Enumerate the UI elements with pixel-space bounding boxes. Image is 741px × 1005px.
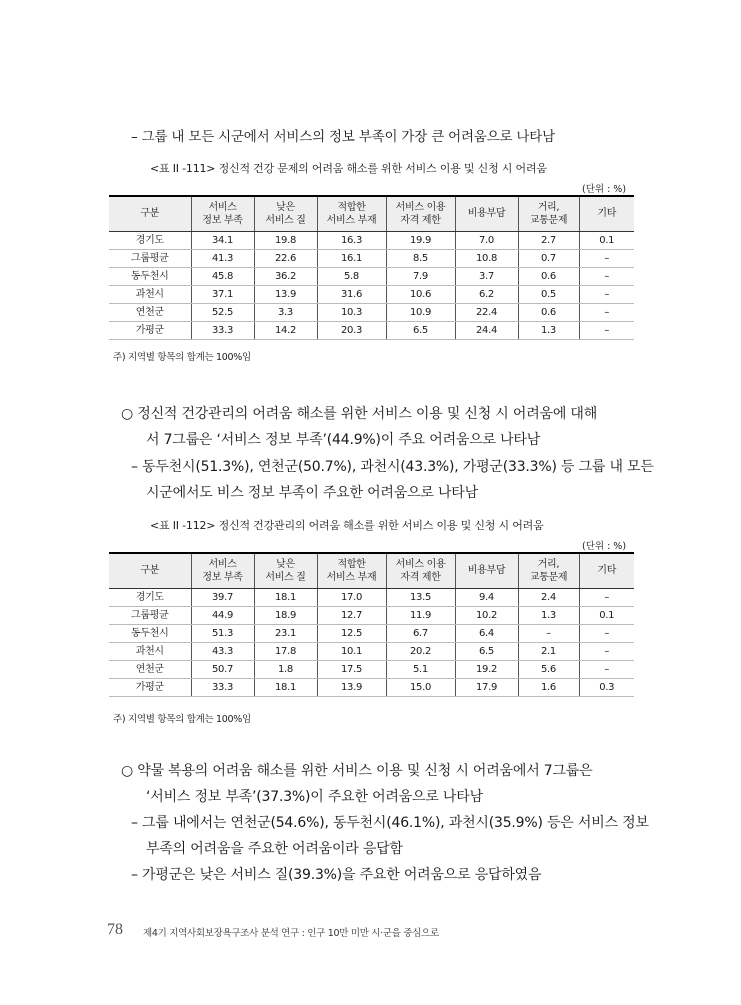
value-cell: 2.4 [518,588,579,606]
section3-line-5: – 가평군은 낮은 서비스 질(39.3%)을 주요한 어려움으로 응답하였음 [131,867,542,883]
value-cell: 20.3 [317,321,386,339]
value-cell: 51.3 [191,624,254,642]
table2-header-row [109,553,634,588]
value-cell: 13.9 [317,678,386,696]
value-cell: 44.9 [191,606,254,624]
value-cell: 0.1 [579,606,634,624]
value-cell: – [579,267,634,285]
table2-header-cell [191,553,254,588]
table1-header-text: 구분 [140,208,160,220]
table1-header-text: 서비스 [208,201,237,213]
table2-header-text: 자격 제한 [400,571,441,583]
table-row [109,249,634,267]
value-cell: 13.5 [386,588,455,606]
section2-line-1: ○ 정신적 건강관리의 어려움 해소를 위한 서비스 이용 및 신청 시 어려움에 대해 [121,406,598,422]
value-cell: 16.1 [317,249,386,267]
table2-header-text: 낮은 [276,558,295,570]
table2-note: 주) 지역별 항목의 합계는 100%임 [113,714,251,725]
value-cell: 5.8 [317,267,386,285]
table1 [109,195,634,340]
value-cell: 10.3 [317,303,386,321]
table-row [109,321,634,339]
value-cell: 13.9 [254,285,317,303]
table1-header-cell [109,196,191,231]
value-cell: 33.3 [191,321,254,339]
value-cell: 1.3 [518,606,579,624]
table2-header-text: 교통문제 [529,571,568,583]
value-cell: 19.9 [386,231,455,249]
table1-header-text: 교통문제 [529,214,568,226]
table2-header-cell [455,553,518,588]
value-cell: 0.6 [518,303,579,321]
value-cell: 22.4 [455,303,518,321]
value-cell: 6.2 [455,285,518,303]
value-cell: 31.6 [317,285,386,303]
value-cell: 17.8 [254,642,317,660]
table-row [109,678,634,696]
table1-header-text: 거리, [537,201,560,213]
table1-header-text: 자격 제한 [400,214,441,226]
table2-header-cell [254,553,317,588]
value-cell: 12.7 [317,606,386,624]
value-cell: 39.7 [191,588,254,606]
value-cell: 18.9 [254,606,317,624]
value-cell: – [579,321,634,339]
value-cell: 20.2 [386,642,455,660]
value-cell: 33.3 [191,678,254,696]
value-cell: – [579,642,634,660]
table2-header-text: 기타 [597,565,617,577]
region-cell: 경기도 [109,231,191,249]
value-cell: 1.6 [518,678,579,696]
table-row [109,267,634,285]
value-cell: 16.3 [317,231,386,249]
value-cell: 19.8 [254,231,317,249]
table2-header-text: 거리, [537,558,560,570]
value-cell: 10.8 [455,249,518,267]
value-cell: 0.6 [518,267,579,285]
table1-header-text: 적합한 [337,201,366,213]
table1-header-cell [317,196,386,231]
value-cell: – [579,660,634,678]
value-cell: 1.3 [518,321,579,339]
region-cell: 과천시 [109,642,191,660]
region-cell: 동두천시 [109,267,191,285]
region-cell: 가평군 [109,321,191,339]
table-row [109,606,634,624]
table1-header-text: 서비스 부재 [326,214,377,226]
value-cell: 2.7 [518,231,579,249]
section3-line-2: ‘서비스 정보 부족’(37.3%)이 주요한 어려움으로 나타남 [146,789,483,805]
value-cell: 3.3 [254,303,317,321]
value-cell: 2.1 [518,642,579,660]
table2 [109,552,634,697]
table1-note: 주) 지역별 항목의 합계는 100%임 [113,352,251,363]
value-cell: 5.6 [518,660,579,678]
value-cell: – [518,624,579,642]
value-cell: 6.5 [455,642,518,660]
intro-bullet: – 그룹 내 모든 시군에서 서비스의 정보 부족이 가장 큰 어려움으로 나타남 [131,129,555,145]
table2-header-cell [579,553,634,588]
table1-header-text: 비용부담 [467,208,506,220]
table-row [109,231,634,249]
table2-header-text: 구분 [140,565,160,577]
value-cell: 0.1 [579,231,634,249]
value-cell: 8.5 [386,249,455,267]
table2-body [109,588,634,696]
value-cell: 0.5 [518,285,579,303]
value-cell: 36.2 [254,267,317,285]
section2-line-2: 서 7그룹은 ‘서비스 정보 부족’(44.9%)이 주요 어려움으로 나타남 [146,432,541,448]
region-cell: 연천군 [109,303,191,321]
value-cell: 17.5 [317,660,386,678]
table1-header-text: 정보 부족 [202,214,243,226]
table1-header-text: 낮은 [276,201,295,213]
value-cell: 24.4 [455,321,518,339]
value-cell: 14.2 [254,321,317,339]
value-cell: 9.4 [455,588,518,606]
value-cell: 23.1 [254,624,317,642]
region-cell: 경기도 [109,588,191,606]
table2-header-text: 서비스 질 [265,571,306,583]
table1-unit: (단위 : %) [582,184,627,195]
table2-header-text: 정보 부족 [202,571,243,583]
value-cell: 43.3 [191,642,254,660]
value-cell: 22.6 [254,249,317,267]
value-cell: 18.1 [254,678,317,696]
table1-header-text: 서비스 이용 [395,201,446,213]
value-cell: 7.0 [455,231,518,249]
table1-header-cell [191,196,254,231]
table-row [109,624,634,642]
table2-unit: (단위 : %) [582,541,627,552]
value-cell: 3.7 [455,267,518,285]
value-cell: 41.3 [191,249,254,267]
region-cell: 과천시 [109,285,191,303]
table2-header-cell [317,553,386,588]
table1-header-cell [518,196,579,231]
table2-header-cell [386,553,455,588]
value-cell: 17.0 [317,588,386,606]
table1-header-cell [254,196,317,231]
value-cell: 34.1 [191,231,254,249]
value-cell: 0.7 [518,249,579,267]
section3-line-3: – 그룹 내에서는 연천군(54.6%), 동두천시(46.1%), 과천시(35.9%) 등은 서비스 정보 [131,815,649,831]
table1-caption: <표 II -111> 정신적 건강 문제의 어려움 해소를 위한 서비스 이용 및 신청 시 어려움 [150,162,547,175]
section3-line-1: ○ 약물 복용의 어려움 해소를 위한 서비스 이용 및 신청 시 어려움에서 7그룹은 [121,763,593,779]
value-cell: 18.1 [254,588,317,606]
table-row [109,285,634,303]
value-cell: 37.1 [191,285,254,303]
region-cell: 동두천시 [109,624,191,642]
value-cell: 12.5 [317,624,386,642]
value-cell: 10.1 [317,642,386,660]
table2-header-text: 서비스 부재 [326,571,377,583]
table2-caption: <표 II -112> 정신적 건강관리의 어려움 해소를 위한 서비스 이용 및 신청 시 어려움 [150,519,544,532]
section2-line-4: 시군에서도 비스 정보 부족이 주요한 어려움으로 나타남 [146,485,478,501]
value-cell: – [579,303,634,321]
region-cell: 연천군 [109,660,191,678]
region-cell: 그룹평균 [109,606,191,624]
section3-line-4: 부족의 어려움을 주요한 어려움이라 응답함 [146,841,403,857]
table1-header-row [109,196,634,231]
value-cell: 6.5 [386,321,455,339]
table-row [109,660,634,678]
value-cell: 45.8 [191,267,254,285]
table2-header-cell [518,553,579,588]
table1-header-cell [386,196,455,231]
value-cell: 10.6 [386,285,455,303]
table1-header-cell [455,196,518,231]
value-cell: 11.9 [386,606,455,624]
page-number: 78 [107,921,123,938]
value-cell: 0.3 [579,678,634,696]
value-cell: 6.7 [386,624,455,642]
table2-header-text: 적합한 [337,558,366,570]
running-title: 제4기 지역사회보장욕구조사 분석 연구 : 인구 10만 미만 시·군을 중심으로 [143,928,439,939]
value-cell: 1.8 [254,660,317,678]
table1-header-text: 서비스 질 [265,214,306,226]
table1-body [109,231,634,339]
table-row [109,303,634,321]
value-cell: 5.1 [386,660,455,678]
value-cell: 10.9 [386,303,455,321]
section2-line-3: – 동두천시(51.3%), 연천군(50.7%), 과천시(43.3%), 가평군(33.3%) 등 그룹 내 모든 [131,459,654,475]
region-cell: 그룹평균 [109,249,191,267]
table2-header-text: 서비스 [208,558,237,570]
table1-header-text: 기타 [597,208,617,220]
table2-header-cell [109,553,191,588]
value-cell: 17.9 [455,678,518,696]
value-cell: 15.0 [386,678,455,696]
value-cell: 52.5 [191,303,254,321]
value-cell: – [579,624,634,642]
table1-header-cell [579,196,634,231]
value-cell: – [579,249,634,267]
value-cell: 7.9 [386,267,455,285]
table-row [109,642,634,660]
value-cell: – [579,588,634,606]
value-cell: 10.2 [455,606,518,624]
value-cell: 6.4 [455,624,518,642]
value-cell: 50.7 [191,660,254,678]
value-cell: 19.2 [455,660,518,678]
table-row [109,588,634,606]
table2-header-text: 비용부담 [467,565,506,577]
table2-header-text: 서비스 이용 [395,558,446,570]
region-cell: 가평군 [109,678,191,696]
value-cell: – [579,285,634,303]
